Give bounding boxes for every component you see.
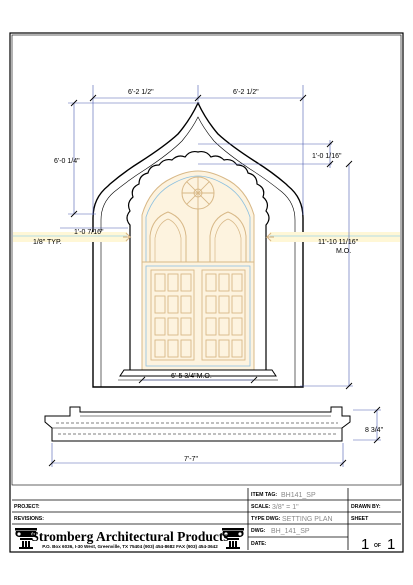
dim-height: 11'-10 11/16" (318, 239, 359, 246)
type-dwg-label: TYPE DWG: (251, 516, 281, 522)
sheet-label: SHEET (351, 516, 369, 522)
dim-arch-rise: 6'-0 1/4" (54, 158, 80, 165)
item-tag-value: BH141_SP (281, 492, 316, 499)
dim-typ: 1/8" TYP. (33, 239, 62, 246)
reference-band-left (13, 232, 127, 242)
dim-height-note: M.O. (336, 248, 352, 255)
scale-label: SCALE: (251, 504, 271, 510)
sheet-number: 1 (361, 536, 370, 553)
rosette-spokes (182, 177, 214, 209)
dim-top-left-width: 6'-2 1/2" (128, 89, 154, 96)
drawn-by-label: DRAWN BY: (351, 504, 381, 510)
item-tag-label: ITEM TAG: (251, 492, 278, 498)
dim-sill-height: 8 3/4" (365, 427, 384, 434)
sash-left (151, 270, 194, 360)
dim-side-offset: 1'-0 7/16" (74, 229, 104, 236)
date-label: DATE: (251, 541, 267, 547)
scale-value: 3/8" = 1" (272, 504, 299, 511)
dim-inner-offset: 1'-0 1/16" (312, 153, 342, 160)
sheet-of: OF (374, 543, 381, 549)
type-dwg-value: SETTING PLAN (282, 516, 333, 523)
company-name: Stromberg Architectural Products (31, 529, 229, 544)
revisions-label: REVISIONS: (14, 516, 44, 522)
company-address: P.O. Box 6036, I-30 West, Greenville, TX 75404 (903) 454-8682 FAX (903) 454-3642 (42, 544, 218, 549)
dwg-value: BH_141_SP (271, 528, 310, 535)
project-label: PROJECT: (14, 504, 40, 510)
dwg-label: DWG: (251, 528, 266, 534)
sheet-total: 1 (387, 536, 396, 553)
dim-top-right-width: 6'-2 1/2" (233, 89, 259, 96)
dim-sill-width: 7'-7" (184, 456, 198, 463)
sill-profile (45, 407, 350, 441)
dim-opening-width: 6'-5 3/4"M.O. (171, 373, 212, 380)
sash-right (202, 270, 245, 360)
